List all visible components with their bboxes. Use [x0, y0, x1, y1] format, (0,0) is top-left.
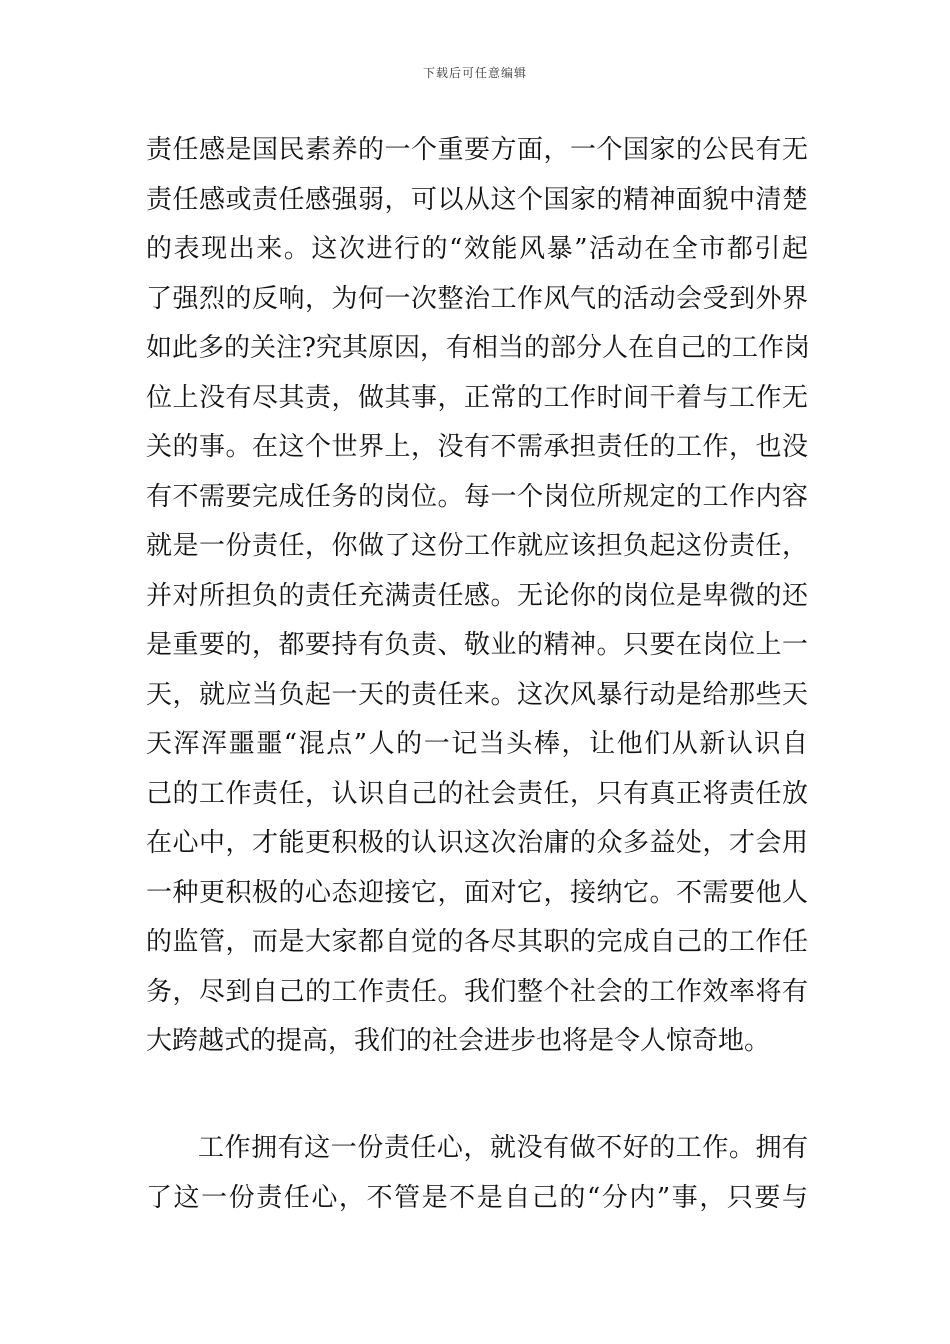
- text-line: 一种更积极的心态迎接它，面对它，接纳它。不需要他人: [146, 877, 808, 908]
- text-line: 务，尽到自己的工作责任。我们整个社会的工作效率将有: [146, 976, 808, 1007]
- page-header-note: 下载后可任意编辑: [422, 66, 527, 80]
- text-line: 大跨越式的提高，我们的社会进步也将是令人惊奇地。: [146, 1026, 771, 1056]
- text-line: 工作拥有这一份责任心，就没有做不好的工作。拥有: [198, 1133, 808, 1163]
- text-line: 了强烈的反响，为何一次整治工作风气的活动会受到外界: [146, 283, 808, 314]
- text-line: 位上没有尽其责，做其事，正常的工作时间干着与工作无: [146, 382, 808, 413]
- text-line: 有不需要完成任务的岗位。每一个岗位所规定的工作内容: [146, 481, 808, 512]
- text-line: 关的事。在这个世界上，没有不需承担责任的工作，也没: [146, 432, 808, 462]
- text-line: 责任感或责任感强弱，可以从这个国家的精神面貌中清楚: [146, 184, 808, 215]
- text-line: 的表现出来。这次进行的“效能风暴”活动在全市都引起: [146, 234, 808, 264]
- paragraph-2: [146, 1124, 808, 1223]
- text-line: 己的工作责任，认识自己的社会责任，只有真正将责任放: [146, 778, 808, 809]
- text-line: 天浑浑噩噩“混点”人的一记当头棒，让他们从新认识自: [146, 729, 808, 759]
- text-line: 如此多的关注?究其原因，有相当的部分人在自己的工作岗: [146, 333, 810, 363]
- text-line: 的监管，而是大家都自觉的各尽其职的完成自己的工作任: [146, 927, 808, 957]
- text-line: 责任感是国民素养的一个重要方面，一个国家的公民有无: [146, 135, 808, 165]
- text-line: 天，就应当负起一天的责任来。这次风暴行动是给那些天: [146, 679, 808, 710]
- text-line: 并对所担负的责任充满责任感。无论你的岗位是卑微的还: [146, 580, 808, 611]
- text-line: 是重要的，都要持有负责、敬业的精神。只要在岗位上一: [146, 630, 808, 660]
- text-line: 了这一份责任心，不管是不是自己的“分内”事，只要与: [146, 1182, 808, 1213]
- paragraph-1: [146, 126, 808, 1067]
- text-line: 在心中，才能更积极的认识这次治庸的众多益处，才会用: [146, 828, 808, 858]
- text-line: 就是一份责任，你做了这份工作就应该担负起这份责任，: [146, 531, 808, 561]
